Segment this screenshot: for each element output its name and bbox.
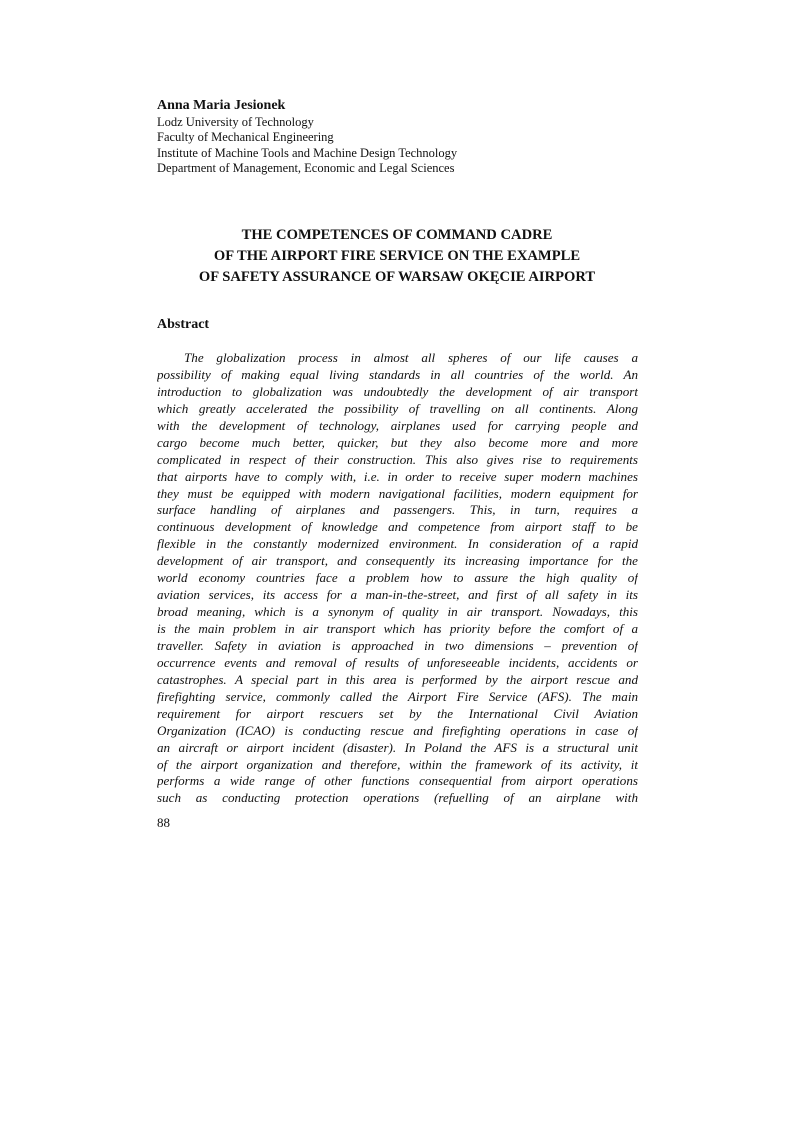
abstract-line: requirement for airport rescuers set by the International Civil Aviation — [157, 705, 638, 721]
abstract-line: firefighting service, commonly called the Airport Fire Service (AFS). The main — [157, 688, 638, 704]
author-name: Anna Maria Jesionek — [157, 98, 286, 113]
abstract-line: introduction to globalization was undoubtedly the development of air transport — [157, 383, 638, 399]
author-block — [157, 97, 637, 177]
abstract-line: such as conducting protection operations (refuelling of an airplane with — [157, 790, 638, 806]
abstract-line: broad meaning, which is a synonym of quality in air transport. Nowadays, this — [157, 604, 638, 620]
affiliation-faculty: Faculty of Mechanical Engineering — [157, 130, 334, 145]
abstract-line: with the development of technology, airplanes used for carrying people and — [157, 417, 638, 433]
abstract-line: they must be equipped with modern navigational facilities, modern equipment for — [157, 485, 638, 501]
abstract-line: traveller. Safety in aviation is approached in two dimensions – prevention of — [157, 637, 638, 653]
abstract-body — [157, 350, 638, 807]
abstract-line: that airports have to comply with, i.e. in order to receive super modern machines — [157, 468, 638, 484]
abstract-line: flexible in the constantly modernized environment. In consideration of a rapid — [157, 536, 638, 552]
title-line: THE COMPETENCES OF COMMAND CADRE — [241, 227, 553, 243]
abstract-heading: Abstract — [157, 317, 210, 332]
abstract-line: possibility of making equal living standards in all countries of the world. An — [157, 366, 638, 382]
page-number: 88 — [157, 815, 170, 830]
title-line: OF SAFETY ASSURANCE OF WARSAW OKĘCIE AIRPORT — [198, 269, 596, 285]
abstract-line: development of air transport, and consequently its increasing importance for the — [157, 553, 638, 569]
abstract-line: world economy countries face a problem how to assure the high quality of — [157, 570, 638, 586]
abstract-line: surface handling of airplanes and passengers. This, in turn, requires a — [157, 502, 638, 518]
affiliation-institute: Institute of Machine Tools and Machine Design Technology — [157, 145, 458, 160]
abstract-line: cargo become much better, quicker, but they also become more and more — [157, 434, 638, 450]
abstract-line: Organization (ICAO) is conducting rescue and firefighting operations in case of — [157, 722, 638, 738]
title-line: OF THE AIRPORT FIRE SERVICE ON THE EXAMPLE — [213, 248, 581, 264]
abstract-line: complicated in respect of their construction. This also gives rise to requirements — [157, 451, 638, 467]
abstract-line: is the main problem in air transport which has priority before the comfort of a — [157, 621, 638, 636]
affiliation-department: Department of Management, Economic and Legal Sciences — [157, 161, 455, 176]
abstract-line: of the airport organization and therefore, within the framework of its activity, it — [157, 756, 638, 772]
abstract-line: which greatly accelerated the possibility of travelling on all continents. Along — [157, 400, 638, 416]
paper-title — [120, 225, 674, 288]
abstract-line: occurrence events and removal of results of unforeseeable incidents, accidents or — [157, 654, 638, 670]
abstract-line: The globalization process in almost all spheres of our life causes a — [184, 350, 638, 365]
abstract-line: catastrophes. A special part in this area is performed by the airport rescue and — [157, 671, 638, 687]
abstract-line: an aircraft or airport incident (disaster). In Poland the AFS is a structural unit — [157, 739, 638, 755]
abstract-line: performs a wide range of other functions consequential from airport operations — [157, 773, 638, 789]
affiliation-university: Lodz University of Technology — [157, 115, 314, 129]
abstract-line: aviation services, its access for a man-in-the-street, and first of all safety in its — [157, 587, 638, 603]
abstract-line: continuous development of knowledge and competence from airport staff to be — [157, 519, 638, 535]
